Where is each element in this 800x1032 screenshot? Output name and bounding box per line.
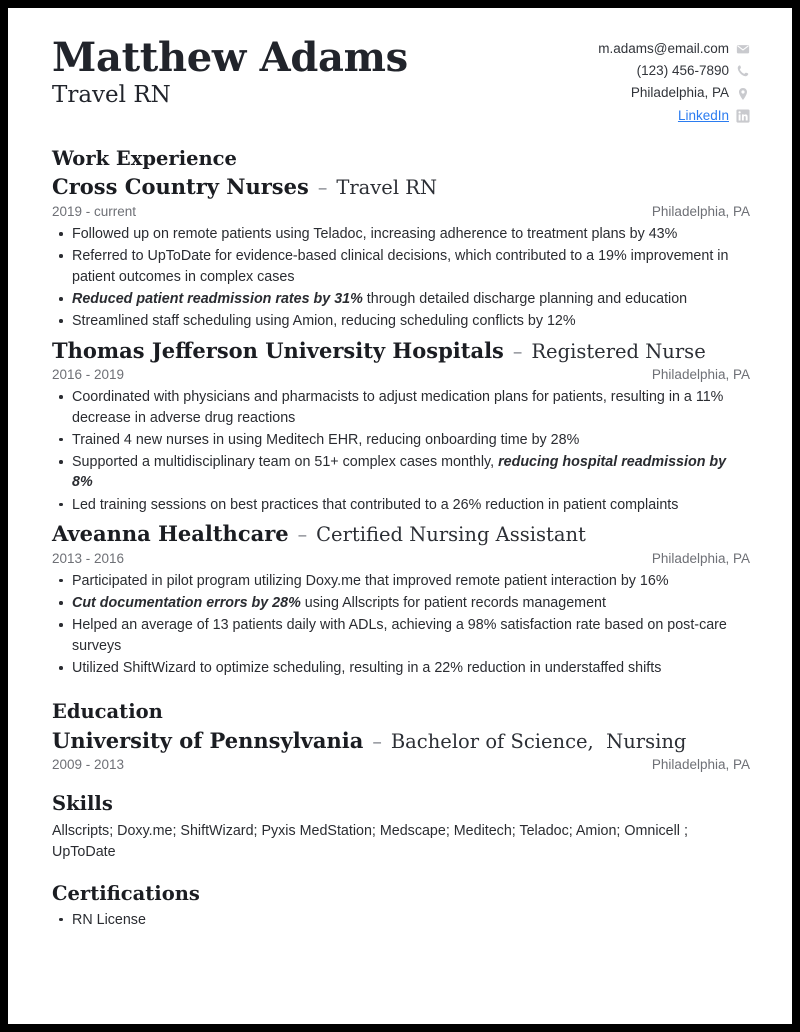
- entry-meta: [52, 367, 750, 382]
- organization-name: Aveanna Healthcare: [52, 521, 289, 547]
- role-title: Travel RN: [336, 176, 438, 200]
- heading-separator: –: [297, 524, 308, 547]
- section-title-work-experience: Work Experience: [52, 146, 237, 170]
- organization-name: Cross Country Nurses: [52, 174, 309, 200]
- skills-text: Allscripts; Doxy.me; ShiftWizard; Pyxis MedStation; Medscape; Meditech; Teladoc; Amion; Omnicell ; UpToDate: [52, 822, 688, 860]
- bullet-emphasis: reducing hospital readmission by 8%: [72, 454, 727, 491]
- section-title-certifications: Certifications: [52, 882, 200, 906]
- bullet-emphasis: Reduced patient readmission rates by 31%: [72, 290, 363, 307]
- certification-list: [52, 910, 750, 930]
- linkedin-icon[interactable]: [736, 109, 750, 123]
- section-work-experience: [52, 147, 750, 678]
- bullet-text: Followed up on remote patients using Teladoc, increasing adherence to treatment plans by 43%: [72, 226, 678, 243]
- section-skills: [52, 792, 750, 862]
- bullet-list: [52, 571, 750, 678]
- bullet-text: Supported a multidisciplinary team on 51+ complex cases monthly,: [72, 454, 499, 471]
- bullet-emphasis: Cut documentation errors by 28%: [72, 595, 301, 612]
- contact-row: [631, 84, 750, 102]
- bullet-item: [52, 452, 750, 493]
- entry-heading: [52, 174, 750, 201]
- education-entry-list: [52, 728, 750, 773]
- role-title: Registered Nurse: [531, 339, 706, 363]
- full-name: Matthew Adams: [52, 34, 408, 81]
- contact-text: Philadelphia, PA: [630, 85, 729, 101]
- entry-heading: [52, 521, 750, 548]
- section-title-skills: Skills: [52, 792, 113, 816]
- bullet-item: [52, 495, 750, 515]
- entry-dates: 2009 - 2013: [52, 757, 125, 773]
- bullet-item: [52, 311, 750, 331]
- section-certifications: [52, 882, 750, 930]
- contact-text: (123) 456-7890: [636, 63, 729, 79]
- contact-row: [637, 62, 750, 80]
- heading-separator: –: [512, 340, 523, 363]
- resume-page: [8, 8, 792, 1024]
- experience-entry: [52, 174, 750, 331]
- bullet-item: [52, 289, 750, 309]
- certification-item: RN License: [52, 910, 750, 930]
- section-education: [52, 700, 750, 772]
- map-pin-icon: [736, 87, 750, 101]
- section-title-education: Education: [52, 700, 163, 724]
- bullet-text: through detailed discharge planning and education: [362, 290, 688, 307]
- entry-dates: 2013 - 2016: [52, 550, 125, 566]
- organization-name: Thomas Jefferson University Hospitals: [52, 337, 504, 363]
- entry-location: Philadelphia, PA: [651, 757, 750, 773]
- contact-row[interactable]: [678, 107, 750, 125]
- entry-location: Philadelphia, PA: [651, 367, 750, 383]
- resume-header: [52, 34, 750, 125]
- bullet-item: [52, 593, 750, 613]
- bullet-text: Trained 4 new nurses in using Meditech EHR, reducing onboarding time by 28%: [72, 431, 580, 448]
- bullet-item: [52, 387, 750, 428]
- entry-dates: 2016 - 2019: [52, 367, 125, 383]
- bullet-text: Helped an average of 13 patients daily with ADLs, achieving a 98% satisfaction rate based on post-care surveys: [72, 617, 727, 654]
- phone-icon: [736, 64, 750, 78]
- entry-meta: [52, 204, 750, 219]
- work-entry-list: [52, 174, 750, 678]
- bullet-text: Participated in pilot program utilizing Doxy.me that improved remote patient interaction by 16%: [72, 572, 669, 589]
- bullet-item: [52, 246, 750, 287]
- bullet-item: [52, 430, 750, 450]
- bullet-item: [52, 658, 750, 678]
- bullet-text: Utilized ShiftWizard to optimize scheduling, resulting in a 22% reduction in understaffed shifts: [72, 659, 662, 676]
- experience-entry: [52, 728, 750, 773]
- entry-meta: [52, 757, 750, 772]
- identity-block: [52, 34, 408, 109]
- entry-location: Philadelphia, PA: [651, 204, 750, 220]
- headline-job-title: Travel RN: [52, 82, 171, 109]
- role-title: Certified Nursing Assistant: [316, 523, 586, 547]
- contact-text: m.adams@email.com: [598, 41, 729, 56]
- bullet-text: Referred to UpToDate for evidence-based clinical decisions, which contributed to a 19% improvement in patient outcomes in complex cases: [72, 248, 729, 285]
- bullet-list: [52, 387, 750, 515]
- bullet-text: Streamlined staff scheduling using Amion, reducing scheduling conflicts by 12%: [72, 313, 576, 330]
- entry-heading: [52, 338, 750, 365]
- heading-separator: –: [372, 730, 382, 753]
- bullet-list: [52, 224, 750, 331]
- contact-block: [598, 34, 750, 125]
- experience-entry: [52, 338, 750, 516]
- entry-meta: [52, 551, 750, 566]
- bullet-text: Led training sessions on best practices that contributed to a 26% reduction in patient complaints: [72, 496, 679, 513]
- organization-name: University of Pennsylvania: [52, 727, 364, 753]
- envelope-icon: [736, 42, 750, 56]
- bullet-text: Coordinated with physicians and pharmacists to adjust medication plans for patients, resulting in a 11% decrease in adverse drug reactions: [72, 389, 724, 426]
- entry-location: Philadelphia, PA: [651, 550, 750, 566]
- contact-row: [598, 40, 750, 58]
- experience-entry: [52, 521, 750, 678]
- heading-separator: –: [317, 177, 328, 200]
- contact-link[interactable]: LinkedIn: [677, 107, 729, 123]
- bullet-item: [52, 615, 750, 656]
- bullet-item: [52, 224, 750, 244]
- role-title: Bachelor of Science, Nursing: [390, 729, 687, 753]
- entry-dates: 2019 - current: [52, 204, 137, 220]
- entry-heading: [52, 728, 750, 755]
- bullet-text: using Allscripts for patient records management: [300, 595, 606, 612]
- bullet-item: [52, 571, 750, 591]
